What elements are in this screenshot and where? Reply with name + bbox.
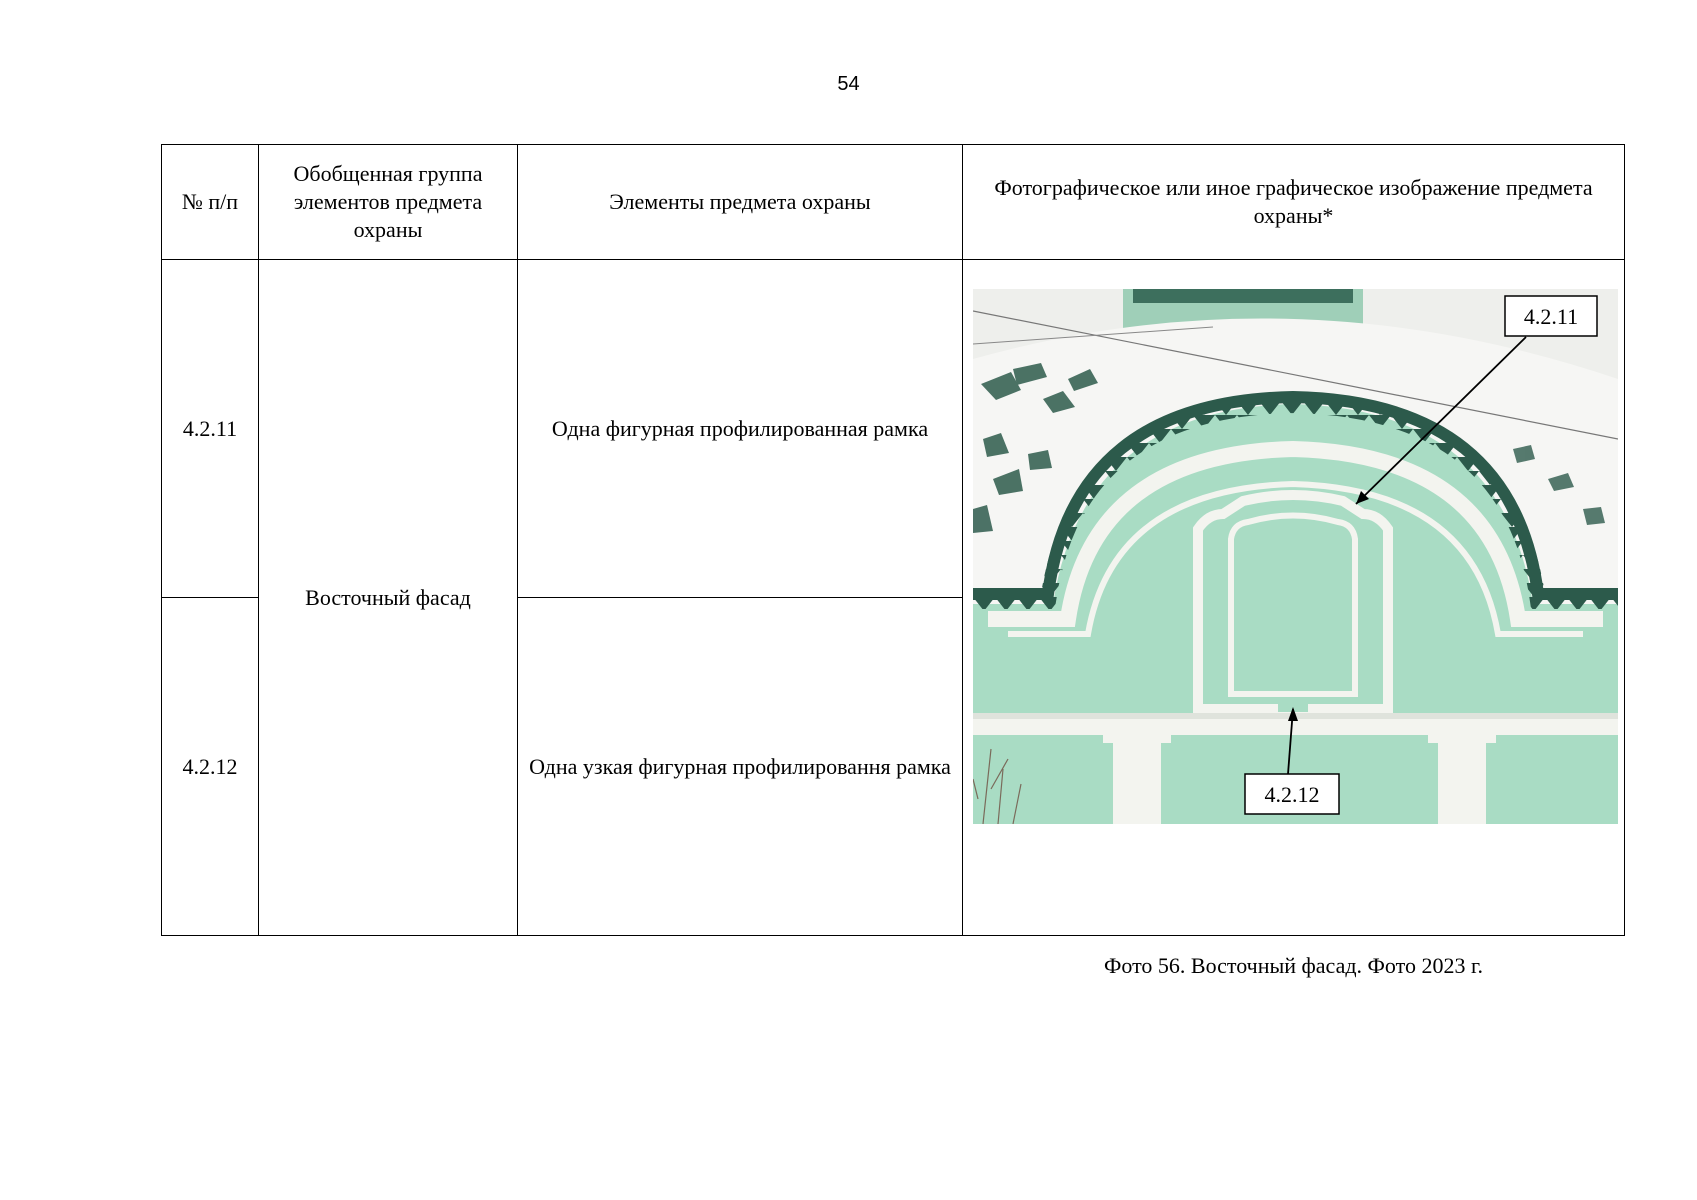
header-image: Фотографическое или иное графическое изображение предмета охраны* <box>963 145 1625 260</box>
photo-wrap <box>963 260 1624 978</box>
table-header-row <box>162 145 1625 260</box>
row-num: 4.2.11 <box>162 260 259 598</box>
header-num: № п/п <box>162 145 259 260</box>
protection-table <box>161 144 1625 978</box>
callout-label-4-2-12: 4.2.12 <box>1264 782 1320 807</box>
photo-cell <box>963 260 1625 978</box>
row-element: Одна фигурная профилированная рамка <box>518 260 963 598</box>
table-row <box>162 260 1625 598</box>
row-element: Одна узкая фигурная профилировання рамка <box>518 598 963 936</box>
page-number: 54 <box>837 73 860 95</box>
facade-photo <box>973 289 1618 824</box>
callout-label-4-2-11: 4.2.11 <box>1523 304 1579 329</box>
row-num: 4.2.12 <box>162 598 259 936</box>
photo-caption: Фото 56. Восточный фасад. Фото 2023 г. <box>1103 953 1484 978</box>
group-cell: Восточный фасад <box>259 260 518 936</box>
header-elements: Элементы предмета охраны <box>518 145 963 260</box>
header-group: Обобщенная группа элементов предмета охраны <box>259 145 518 260</box>
